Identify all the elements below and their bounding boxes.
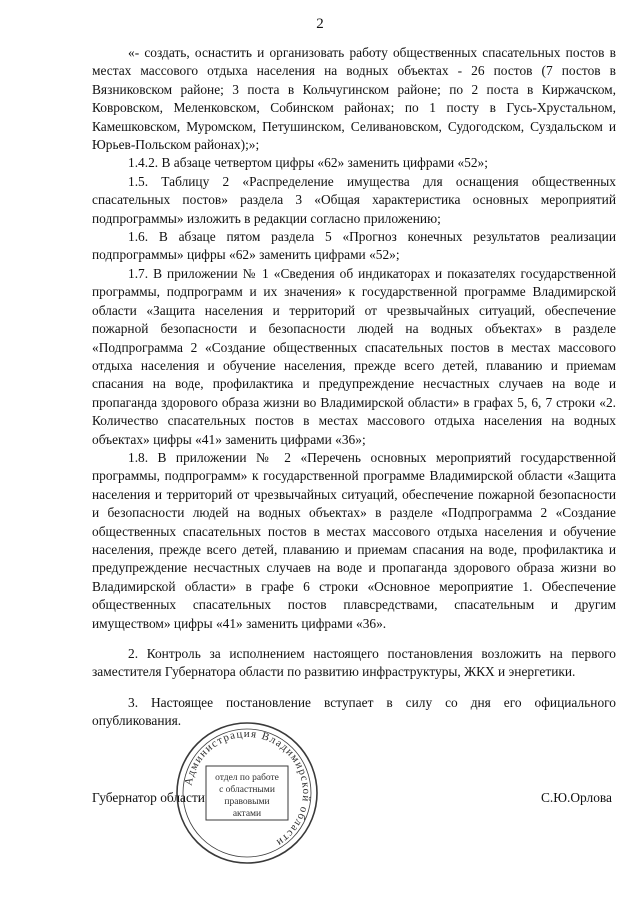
stamp-line-3: правовыми <box>224 797 270 807</box>
paragraph-posts-list: «- создать, оснастить и организовать работу общественных спасательных постов в местах массового отдыха населения на водных объектах - 26 постов (7 постов в Вязниковском районе; 3 поста в Кольчугинском районе; по 2 поста в Киржачском, Ковровском, Меленковском, Собинском районах; по 1 посту в Гусь-Хрустальном, Камешковском, Муромском, Петушинском, Селивановском, Судогодском, Суздальском и Юрьев-Польском районах);»; <box>92 45 616 153</box>
official-stamp <box>172 718 322 868</box>
paragraph-1-6: 1.6. В абзаце пятом раздела 5 «Прогноз конечных результатов реализации подпрограммы» цифры «62» заменить цифрами «52»; <box>92 229 616 263</box>
paragraph-1-7: 1.7. В приложении № 1 «Сведения об индикаторах и показателях государственной программы, подпрограмм и их значения» к государственной программе Владимирской области «Защита населения и территорий от чрезвычайных ситуаций, обеспечение пожарной безопасности и безопасности людей на водных объектах» в разделе «Подпрограмма 2 «Создание общественных спасательных постов в местах массового отдыха населения и обучение населения, прежде всего детей, плаванию и приемам спасания на воде, профилактика и предупреждение несчастных случаев на воде и пропаганда здорового образа жизни во Владимирской области» в графах 5, 6, 7 строки «2. Количество спасательных постов в местах массового отдыха населения на водных объектах» цифры «41» заменить цифрами «36»; <box>92 265 616 447</box>
stamp-line-4: актами <box>232 809 262 819</box>
stamp-outer-text: Администрация Владимирской области <box>182 727 313 850</box>
stamp-line-2: с областными <box>219 785 275 795</box>
signatory-position: Губернатор области <box>92 790 205 805</box>
signature-block <box>92 790 616 810</box>
page-number: 2 <box>316 16 324 32</box>
paragraph-1-5: 1.5. Таблицу 2 «Распределение имущества для оснащения общественных спасательных постов» раздела 3 «Общая характеристика основных мероприятий подпрограммы» изложить в редакции согласно приложению; <box>92 173 616 226</box>
paragraph-1-4-2: 1.4.2. В абзаце четвертом цифры «62» заменить цифрами «52»; <box>128 155 488 171</box>
paragraph-3-effective: 3. Настоящее постановление вступает в силу со дня его официального опубликования. <box>92 694 616 729</box>
paragraph-2-control: 2. Контроль за исполнением настоящего постановления возложить на первого заместителя Губернатора области по развитию инфраструктуры, ЖКХ и энергетики. <box>92 646 616 680</box>
stamp-line-1: отдел по работе <box>215 773 279 783</box>
document-body <box>92 44 616 731</box>
signatory-name: С.Ю.Орлова <box>540 790 612 805</box>
paragraph-1-8: 1.8. В приложении № 2 «Перечень основных мероприятий государственной программы, подпрограмм» к государственной программе Владимирской области «Защита населения и территорий от чрезвычайных ситуаций, обеспечение пожарной безопасности и безопасности людей на водных объектах» в разделе «Подпрограмма 2 «Создание общественных спасательных постов в местах массового отдыха населения и обучение населения, прежде всего детей, плаванию и приемам спасания на воде, профилактика и предупреждение несчастных случаев на воде и пропаганда здорового образа жизни во Владимирской области» в графе 6 строки «Основное мероприятие 1. Обеспечение общественных спасательных постов плавсредствами, спасательным и другим имуществом» цифры «41» заменить цифрами «36». <box>92 449 616 631</box>
